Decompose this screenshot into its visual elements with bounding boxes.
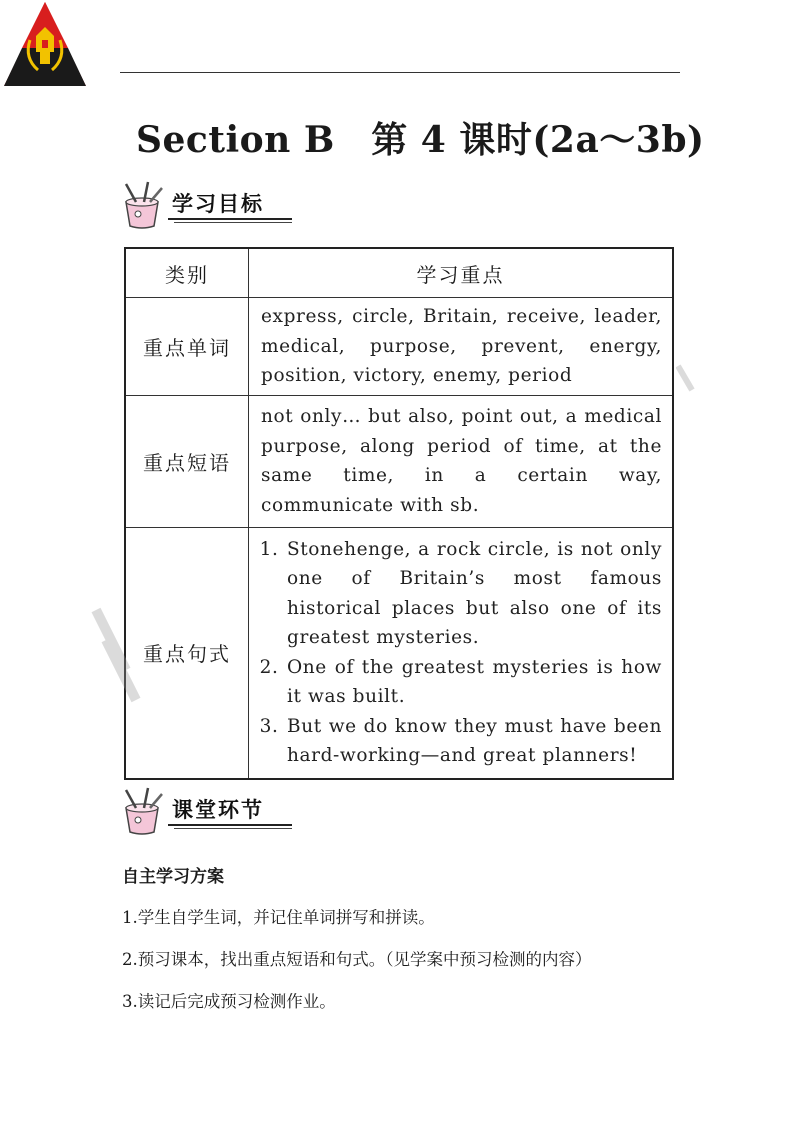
header-focus: 学习重点 <box>249 248 674 298</box>
header-rule <box>120 72 680 73</box>
table-header-row <box>125 248 673 298</box>
school-logo <box>2 0 88 88</box>
row-category: 重点单词 <box>125 298 249 396</box>
header-category: 类别 <box>125 248 249 298</box>
section-label: 学习目标 <box>172 192 264 216</box>
table-row <box>125 395 673 527</box>
plan-heading: 自主学习方案 <box>122 867 224 887</box>
section-header-classroom <box>118 786 298 836</box>
row-content: not only… but also, point out, a medical purpose, along period of time, at the same time, in a certain way, communicate with sb. <box>249 395 674 527</box>
table-row <box>125 298 673 396</box>
row-category: 重点短语 <box>125 395 249 527</box>
sentence-item: 1. Stonehenge, a rock circle, is not only one of Britain’s most famous historical places but also one of its greatest mysteries. <box>285 535 662 653</box>
table-row <box>125 527 673 779</box>
page-title: Section B 第 4 课时(2a～3b) <box>136 119 705 161</box>
pen-holder-icon <box>118 180 170 230</box>
section-label: 课堂环节 <box>172 798 264 822</box>
sentence-item: 2. One of the greatest mysteries is how it was built. <box>285 653 662 712</box>
plan-line: 1.学生自学生词，并记住单词拼写和拼读。 <box>122 908 435 927</box>
study-goals-table <box>124 247 674 780</box>
row-content <box>249 527 674 779</box>
watermark-mark <box>86 600 146 710</box>
pen-holder-icon <box>118 786 170 836</box>
row-category: 重点句式 <box>125 527 249 779</box>
watermark-mark <box>676 364 696 394</box>
section-header-goals <box>118 180 298 230</box>
plan-line: 3.读记后完成预习检测作业。 <box>122 992 336 1011</box>
row-content: express, circle, Britain, receive, leader, medical, purpose, prevent, energy, position, victory, enemy, period <box>249 298 674 396</box>
sentence-item: 3. But we do know they must have been hard-working—and great planners! <box>285 712 662 771</box>
plan-line: 2.预习课本，找出重点短语和句式。（见学案中预习检测的内容） <box>122 950 592 969</box>
